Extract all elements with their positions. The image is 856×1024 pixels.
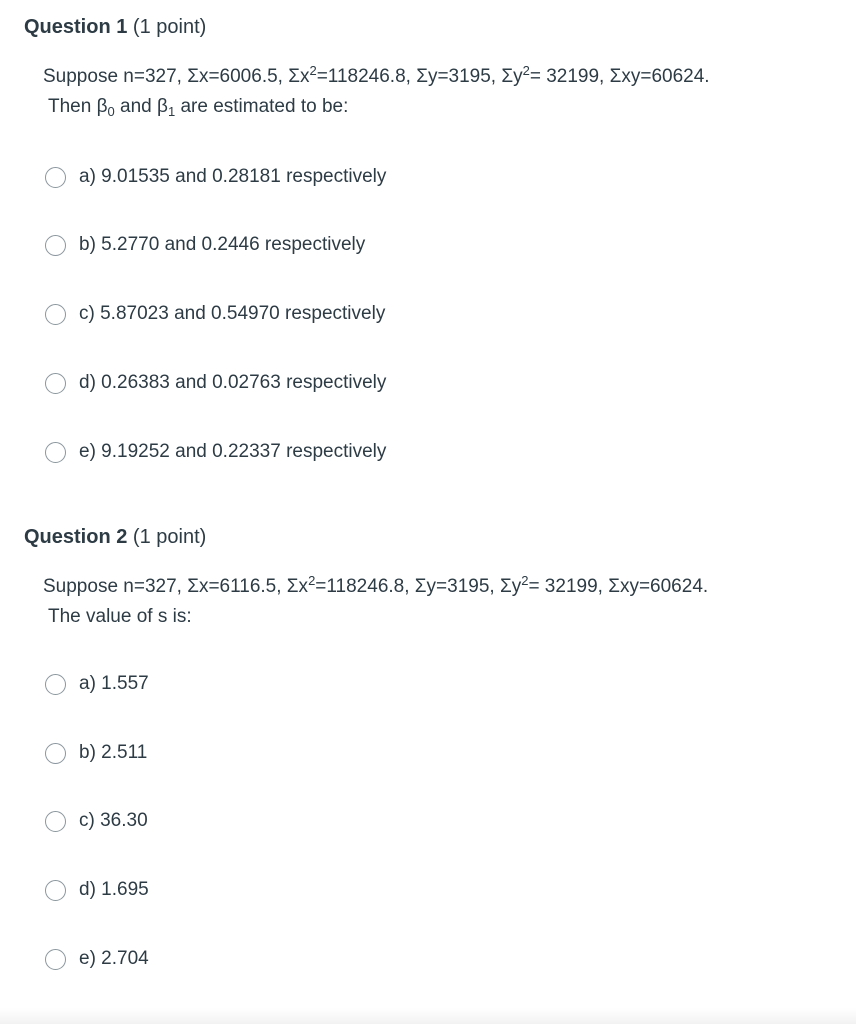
answer-label: b) 2.511: [79, 742, 148, 763]
answer-label: e) 9.19252 and 0.22337 respectively: [79, 441, 387, 462]
answer-label: a) 1.557: [79, 673, 149, 694]
answer-label: d) 1.695: [79, 879, 149, 900]
answer-option-d[interactable]: [45, 368, 386, 398]
radio-button[interactable]: [45, 167, 66, 188]
radio-button[interactable]: [45, 880, 66, 901]
question-prompt: The value of s is:: [48, 606, 192, 627]
question-text: [43, 62, 833, 122]
question-title: Question 1: [24, 16, 128, 38]
question-header: [24, 526, 206, 549]
answer-label: d) 0.26383 and 0.02763 respectively: [79, 372, 387, 393]
answer-option-b[interactable]: [45, 738, 147, 768]
answer-option-b[interactable]: [45, 230, 365, 260]
radio-button[interactable]: [45, 304, 66, 325]
answer-label: a) 9.01535 and 0.28181 respectively: [79, 166, 387, 187]
question-stem: Suppose n=327, Σx=6116.5, $\Sigma x^2=118246.8$, Σy=3195, $\Sigma y^2= 32199$, Σxy=60624.: [43, 573, 709, 597]
answer-option-e[interactable]: [45, 437, 386, 467]
radio-button[interactable]: [45, 235, 66, 256]
answer-label: c) 36.30: [79, 810, 148, 831]
question-stem: Suppose n=327, Σx=6006.5, $\Sigma x^2=118246.8$, Σy=3195, $\Sigma y^2= 32199$, Σxy=60624.: [43, 63, 710, 87]
radio-button[interactable]: [45, 674, 66, 695]
radio-button[interactable]: [45, 811, 66, 832]
radio-button[interactable]: [45, 949, 66, 970]
answer-option-a[interactable]: [45, 669, 149, 699]
answer-option-a[interactable]: [45, 162, 386, 192]
question-header: [24, 16, 206, 39]
answer-option-e[interactable]: [45, 944, 149, 974]
question-points: (1 point): [132, 16, 207, 38]
answer-label: c) 5.87023 and 0.54970 respectively: [79, 303, 386, 324]
question-points: (1 point): [132, 526, 207, 548]
answer-option-d[interactable]: [45, 875, 149, 905]
question-title: Question 2: [24, 526, 128, 548]
radio-button[interactable]: [45, 442, 66, 463]
page-bottom-edge: [0, 1008, 856, 1024]
radio-button[interactable]: [45, 373, 66, 394]
answer-label: b) 5.2770 and 0.2446 respectively: [79, 234, 366, 255]
answer-option-c[interactable]: [45, 806, 148, 836]
answer-option-c[interactable]: [45, 299, 385, 329]
answer-label: e) 2.704: [79, 948, 149, 969]
question-text: [43, 572, 833, 632]
question-prompt: Then $\beta_0$ and $\beta_1$ are estimated to be:: [48, 96, 349, 119]
radio-button[interactable]: [45, 743, 66, 764]
